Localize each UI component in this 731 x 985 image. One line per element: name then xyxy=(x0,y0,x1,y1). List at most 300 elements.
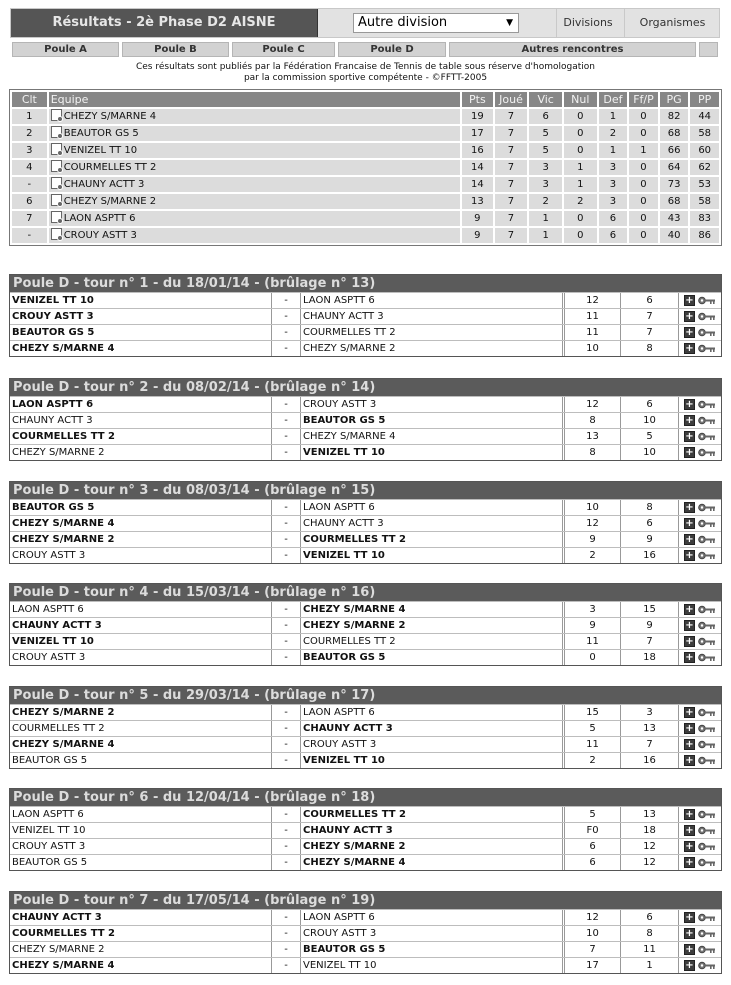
team-name[interactable]: VENIZEL TT 10 xyxy=(63,145,138,156)
home-team: LAON ASPTT 6 xyxy=(10,397,272,412)
away-team: LAON ASPTT 6 xyxy=(301,500,563,515)
home-team: BEAUTOR GS 5 xyxy=(10,500,272,515)
stat-ffp: 0 xyxy=(629,228,658,243)
home-team: CHAUNY ACTT 3 xyxy=(10,910,272,925)
match-actions xyxy=(679,807,723,822)
team-sheet-icon[interactable] xyxy=(51,194,62,206)
match-row xyxy=(10,822,721,838)
round-title: Poule D - tour n° 2 - du 08/02/14 - (brûlage n° 14) xyxy=(10,379,721,396)
plus-icon[interactable]: + xyxy=(685,311,694,322)
team-name[interactable]: BEAUTOR GS 5 xyxy=(63,128,139,139)
standings-row xyxy=(12,194,719,209)
team-cell[interactable] xyxy=(49,143,460,158)
match-separator: - xyxy=(272,705,301,720)
plus-icon[interactable]: + xyxy=(685,518,694,529)
standings-row xyxy=(12,228,719,243)
match-actions xyxy=(679,650,723,665)
home-team: VENIZEL TT 10 xyxy=(10,634,272,649)
plus-icon[interactable]: + xyxy=(685,928,694,939)
match-separator: - xyxy=(272,910,301,925)
team-sheet-icon[interactable] xyxy=(51,228,62,240)
match-row xyxy=(10,547,721,563)
match-actions xyxy=(679,926,723,941)
col-equipe[interactable]: Equipe xyxy=(49,92,460,107)
col-def[interactable]: Def xyxy=(599,92,628,107)
key-icon[interactable] xyxy=(698,620,716,631)
stat-nul: 0 xyxy=(564,143,597,158)
match-actions xyxy=(679,548,723,563)
away-score: 8 xyxy=(621,926,679,941)
home-team: CROUY ASTT 3 xyxy=(10,309,272,324)
plus-icon[interactable]: + xyxy=(685,841,694,852)
stat-jou: 7 xyxy=(495,211,528,226)
plus-icon[interactable]: + xyxy=(685,399,694,410)
match-actions xyxy=(679,753,723,768)
plus-icon[interactable]: + xyxy=(685,707,694,718)
match-row xyxy=(10,444,721,460)
plus-icon[interactable]: + xyxy=(685,550,694,561)
match-actions xyxy=(679,293,723,308)
key-icon[interactable] xyxy=(698,447,716,458)
legal-notice xyxy=(0,62,731,84)
home-team: VENIZEL TT 10 xyxy=(10,823,272,838)
stat-def: 6 xyxy=(599,211,628,226)
away-team: VENIZEL TT 10 xyxy=(301,958,563,973)
col-pp[interactable]: PP xyxy=(690,92,719,107)
team-name[interactable]: CROUY ASTT 3 xyxy=(63,230,137,241)
stat-clt: 2 xyxy=(12,126,47,141)
home-team: BEAUTOR GS 5 xyxy=(10,325,272,340)
key-icon[interactable] xyxy=(698,399,716,410)
away-team: CHEZY S/MARNE 2 xyxy=(301,839,563,854)
match-row xyxy=(10,957,721,973)
top-bar xyxy=(10,8,720,38)
match-separator: - xyxy=(272,341,301,356)
key-icon[interactable] xyxy=(698,825,716,836)
stat-vic: 3 xyxy=(529,177,562,192)
home-team: CROUY ASTT 3 xyxy=(10,650,272,665)
stat-ffp: 0 xyxy=(629,211,658,226)
stat-def: 3 xyxy=(599,177,628,192)
home-score: 15 xyxy=(565,705,621,720)
round-title: Poule D - tour n° 6 - du 12/04/14 - (brûlage n° 18) xyxy=(10,789,721,806)
away-team: CROUY ASTT 3 xyxy=(301,737,563,752)
away-team: LAON ASPTT 6 xyxy=(301,293,563,308)
stat-pts: 13 xyxy=(462,194,493,209)
home-team: CHEZY S/MARNE 2 xyxy=(10,705,272,720)
team-cell[interactable] xyxy=(49,177,460,192)
key-icon[interactable] xyxy=(698,295,716,306)
away-score: 7 xyxy=(621,737,679,752)
match-separator: - xyxy=(272,309,301,324)
away-score: 15 xyxy=(621,602,679,617)
key-icon[interactable] xyxy=(698,841,716,852)
match-row xyxy=(10,720,721,736)
plus-icon[interactable]: + xyxy=(685,431,694,442)
plus-icon[interactable]: + xyxy=(685,604,694,615)
division-select-value: Autre division xyxy=(358,15,448,30)
away-score: 10 xyxy=(621,413,679,428)
match-separator: - xyxy=(272,532,301,547)
match-separator: - xyxy=(272,807,301,822)
match-actions xyxy=(679,737,723,752)
col-nul[interactable]: Nul xyxy=(564,92,597,107)
away-score: 7 xyxy=(621,634,679,649)
organismes-button[interactable]: Organismes xyxy=(624,9,720,37)
stat-vic: 1 xyxy=(529,211,562,226)
match-actions xyxy=(679,325,723,340)
key-icon[interactable] xyxy=(698,502,716,513)
stat-pg: 68 xyxy=(660,126,689,141)
key-icon[interactable] xyxy=(698,944,716,955)
round-block xyxy=(9,481,722,564)
key-icon[interactable] xyxy=(698,809,716,820)
match-separator: - xyxy=(272,855,301,870)
team-cell[interactable] xyxy=(49,211,460,226)
stat-vic: 2 xyxy=(529,194,562,209)
away-team: COURMELLES TT 2 xyxy=(301,325,563,340)
away-team: COURMELLES TT 2 xyxy=(301,807,563,822)
stat-pts: 16 xyxy=(462,143,493,158)
key-icon[interactable] xyxy=(698,912,716,923)
stat-pg: 82 xyxy=(660,109,689,124)
tab-poule-c[interactable]: Poule C xyxy=(232,42,335,57)
key-icon[interactable] xyxy=(698,723,716,734)
page-title: Résultats - 2è Phase D2 AISNE xyxy=(11,9,318,37)
match-actions xyxy=(679,309,723,324)
team-sheet-icon[interactable] xyxy=(51,143,62,155)
home-team: CHEZY S/MARNE 4 xyxy=(10,341,272,356)
match-separator: - xyxy=(272,721,301,736)
home-score: 10 xyxy=(565,500,621,515)
stat-jou: 7 xyxy=(495,109,528,124)
col-joue[interactable]: Joué xyxy=(495,92,528,107)
match-separator: - xyxy=(272,429,301,444)
away-score: 16 xyxy=(621,548,679,563)
match-row xyxy=(10,925,721,941)
team-name[interactable]: LAON ASPTT 6 xyxy=(63,213,136,224)
away-team: BEAUTOR GS 5 xyxy=(301,650,563,665)
away-score: 6 xyxy=(621,910,679,925)
away-team: LAON ASPTT 6 xyxy=(301,705,563,720)
home-team: CHEZY S/MARNE 4 xyxy=(10,516,272,531)
team-name[interactable]: COURMELLES TT 2 xyxy=(63,162,157,173)
away-score: 11 xyxy=(621,942,679,957)
plus-icon[interactable]: + xyxy=(685,534,694,545)
home-score: 11 xyxy=(565,737,621,752)
stat-pts: 14 xyxy=(462,160,493,175)
key-icon[interactable] xyxy=(698,311,716,322)
standings-row xyxy=(12,211,719,226)
round-title: Poule D - tour n° 4 - du 15/03/14 - (brûlage n° 16) xyxy=(10,584,721,601)
home-team: LAON ASPTT 6 xyxy=(10,602,272,617)
plus-icon[interactable]: + xyxy=(685,755,694,766)
stat-vic: 5 xyxy=(529,126,562,141)
match-row xyxy=(10,308,721,324)
home-team: CHEZY S/MARNE 2 xyxy=(10,942,272,957)
team-cell[interactable] xyxy=(49,160,460,175)
key-icon[interactable] xyxy=(698,431,716,442)
round-title: Poule D - tour n° 7 - du 17/05/14 - (brûlage n° 19) xyxy=(10,892,721,909)
plus-icon[interactable]: + xyxy=(685,502,694,513)
stat-nul: 1 xyxy=(564,177,597,192)
col-vic[interactable]: Vic xyxy=(529,92,562,107)
col-pts[interactable]: Pts xyxy=(462,92,493,107)
plus-icon[interactable]: + xyxy=(685,825,694,836)
home-score: 12 xyxy=(565,397,621,412)
away-team: VENIZEL TT 10 xyxy=(301,445,563,460)
away-team: CHEZY S/MARNE 2 xyxy=(301,618,563,633)
match-separator: - xyxy=(272,548,301,563)
tab-poule-a[interactable]: Poule A xyxy=(12,42,119,57)
home-team: CHEZY S/MARNE 4 xyxy=(10,958,272,973)
plus-icon[interactable]: + xyxy=(685,857,694,868)
home-score: F0 xyxy=(565,823,621,838)
stat-ffp: 0 xyxy=(629,126,658,141)
division-select[interactable] xyxy=(353,13,519,33)
away-score: 10 xyxy=(621,445,679,460)
plus-icon[interactable]: + xyxy=(685,343,694,354)
standings-row xyxy=(12,126,719,141)
stat-pp: 83 xyxy=(690,211,719,226)
round-block xyxy=(9,378,722,461)
away-score: 9 xyxy=(621,618,679,633)
away-team: CROUY ASTT 3 xyxy=(301,397,563,412)
key-icon[interactable] xyxy=(698,960,716,971)
match-row xyxy=(10,854,721,870)
plus-icon[interactable]: + xyxy=(685,620,694,631)
away-team: CROUY ASTT 3 xyxy=(301,926,563,941)
away-team: CHEZY S/MARNE 2 xyxy=(301,341,563,356)
stat-ffp: 0 xyxy=(629,177,658,192)
home-team: CROUY ASTT 3 xyxy=(10,839,272,854)
team-name[interactable]: CHEZY S/MARNE 4 xyxy=(63,111,157,122)
match-actions xyxy=(679,958,723,973)
stat-jou: 7 xyxy=(495,126,528,141)
tab-poule-d[interactable]: Poule D xyxy=(338,42,446,57)
match-row xyxy=(10,806,721,822)
stat-pts: 19 xyxy=(462,109,493,124)
key-icon[interactable] xyxy=(698,928,716,939)
round-block xyxy=(9,274,722,357)
match-row xyxy=(10,292,721,308)
notice-line-1: Ces résultats sont publiés par la Fédération Francaise de Tennis de table sous réserve d'homologation xyxy=(135,62,595,72)
match-separator: - xyxy=(272,500,301,515)
col-ffp[interactable]: Ff/P xyxy=(629,92,658,107)
home-team: VENIZEL TT 10 xyxy=(10,293,272,308)
match-actions xyxy=(679,500,723,515)
away-score: 8 xyxy=(621,500,679,515)
round-title: Poule D - tour n° 5 - du 29/03/14 - (brûlage n° 17) xyxy=(10,687,721,704)
stat-nul: 0 xyxy=(564,126,597,141)
match-actions xyxy=(679,839,723,854)
chevron-down-icon: ▼ xyxy=(506,18,513,28)
standings-row xyxy=(12,177,719,192)
stat-pg: 66 xyxy=(660,143,689,158)
match-separator: - xyxy=(272,516,301,531)
away-score: 12 xyxy=(621,855,679,870)
match-row xyxy=(10,324,721,340)
stat-ffp: 0 xyxy=(629,109,658,124)
key-icon[interactable] xyxy=(698,755,716,766)
team-sheet-icon[interactable] xyxy=(51,160,62,172)
plus-icon[interactable]: + xyxy=(685,295,694,306)
key-icon[interactable] xyxy=(698,739,716,750)
key-icon[interactable] xyxy=(698,518,716,529)
away-team: COURMELLES TT 2 xyxy=(301,634,563,649)
plus-icon[interactable]: + xyxy=(685,809,694,820)
home-team: CHEZY S/MARNE 2 xyxy=(10,445,272,460)
round-block xyxy=(9,686,722,769)
plus-icon[interactable]: + xyxy=(685,447,694,458)
away-score: 6 xyxy=(621,516,679,531)
away-score: 7 xyxy=(621,325,679,340)
stat-pg: 73 xyxy=(660,177,689,192)
team-sheet-icon[interactable] xyxy=(51,177,62,189)
stat-def: 1 xyxy=(599,109,628,124)
round-title: Poule D - tour n° 3 - du 08/03/14 - (brûlage n° 15) xyxy=(10,482,721,499)
plus-icon[interactable]: + xyxy=(685,723,694,734)
match-row xyxy=(10,704,721,720)
match-actions xyxy=(679,721,723,736)
stat-pts: 14 xyxy=(462,177,493,192)
home-score: 8 xyxy=(565,413,621,428)
tab-autres-rencontres[interactable]: Autres rencontres xyxy=(449,42,696,57)
match-actions xyxy=(679,413,723,428)
home-team: CHAUNY ACTT 3 xyxy=(10,618,272,633)
match-actions xyxy=(679,532,723,547)
away-team: LAON ASPTT 6 xyxy=(301,910,563,925)
match-actions xyxy=(679,445,723,460)
away-score: 8 xyxy=(621,341,679,356)
match-row xyxy=(10,617,721,633)
home-team: BEAUTOR GS 5 xyxy=(10,855,272,870)
plus-icon[interactable]: + xyxy=(685,652,694,663)
home-score: 6 xyxy=(565,839,621,854)
home-team: COURMELLES TT 2 xyxy=(10,926,272,941)
key-icon[interactable] xyxy=(698,636,716,647)
stat-pp: 60 xyxy=(690,143,719,158)
team-cell[interactable] xyxy=(49,194,460,209)
team-sheet-icon[interactable] xyxy=(51,126,62,138)
match-actions xyxy=(679,618,723,633)
away-team: CHAUNY ACTT 3 xyxy=(301,823,563,838)
away-score: 13 xyxy=(621,721,679,736)
match-separator: - xyxy=(272,942,301,957)
match-actions xyxy=(679,910,723,925)
key-icon[interactable] xyxy=(698,550,716,561)
stat-pts: 9 xyxy=(462,211,493,226)
key-icon[interactable] xyxy=(698,707,716,718)
standings-table xyxy=(9,89,722,246)
col-pg[interactable]: PG xyxy=(660,92,689,107)
away-score: 7 xyxy=(621,309,679,324)
round-title: Poule D - tour n° 1 - du 18/01/14 - (brûlage n° 13) xyxy=(10,275,721,292)
stat-pts: 9 xyxy=(462,228,493,243)
home-team: BEAUTOR GS 5 xyxy=(10,753,272,768)
key-icon[interactable] xyxy=(698,415,716,426)
home-score: 12 xyxy=(565,293,621,308)
stat-def: 3 xyxy=(599,194,628,209)
away-team: VENIZEL TT 10 xyxy=(301,548,563,563)
team-cell[interactable] xyxy=(49,228,460,243)
match-separator: - xyxy=(272,823,301,838)
stat-pg: 68 xyxy=(660,194,689,209)
away-score: 13 xyxy=(621,807,679,822)
plus-icon[interactable]: + xyxy=(685,739,694,750)
stat-clt: 3 xyxy=(12,143,47,158)
team-name[interactable]: CHAUNY ACTT 3 xyxy=(63,179,145,190)
plus-icon[interactable]: + xyxy=(685,636,694,647)
key-icon[interactable] xyxy=(698,343,716,354)
divisions-button[interactable]: Divisions xyxy=(556,9,619,37)
plus-icon[interactable]: + xyxy=(685,327,694,338)
match-separator: - xyxy=(272,445,301,460)
match-separator: - xyxy=(272,618,301,633)
plus-icon[interactable]: + xyxy=(685,415,694,426)
team-sheet-icon[interactable] xyxy=(51,211,62,223)
stat-clt: 7 xyxy=(12,211,47,226)
key-icon[interactable] xyxy=(698,534,716,545)
match-separator: - xyxy=(272,325,301,340)
away-score: 3 xyxy=(621,705,679,720)
col-clt[interactable]: Clt xyxy=(12,92,47,107)
match-separator: - xyxy=(272,293,301,308)
away-team: COURMELLES TT 2 xyxy=(301,532,563,547)
home-team: CROUY ASTT 3 xyxy=(10,548,272,563)
notice-line-2: par la commission sportive compétente - ©FFTT-2005 xyxy=(243,73,488,83)
stat-def: 1 xyxy=(599,143,628,158)
match-actions xyxy=(679,855,723,870)
plus-icon[interactable]: + xyxy=(685,960,694,971)
away-team: VENIZEL TT 10 xyxy=(301,753,563,768)
match-actions xyxy=(679,397,723,412)
stat-pg: 40 xyxy=(660,228,689,243)
match-separator: - xyxy=(272,958,301,973)
team-sheet-icon[interactable] xyxy=(51,109,62,121)
match-separator: - xyxy=(272,413,301,428)
stat-ffp: 0 xyxy=(629,194,658,209)
home-score: 11 xyxy=(565,325,621,340)
match-row xyxy=(10,633,721,649)
match-actions xyxy=(679,823,723,838)
home-score: 9 xyxy=(565,532,621,547)
stat-nul: 0 xyxy=(564,211,597,226)
key-icon[interactable] xyxy=(698,857,716,868)
key-icon[interactable] xyxy=(698,604,716,615)
standings-row xyxy=(12,109,719,124)
away-score: 1 xyxy=(621,958,679,973)
team-name[interactable]: CHEZY S/MARNE 2 xyxy=(63,196,157,207)
match-separator: - xyxy=(272,926,301,941)
tab-poule-b[interactable]: Poule B xyxy=(122,42,229,57)
match-row xyxy=(10,340,721,356)
standings-row xyxy=(12,143,719,158)
match-row xyxy=(10,428,721,444)
stat-ffp: 0 xyxy=(629,160,658,175)
plus-icon[interactable]: + xyxy=(685,912,694,923)
home-team: CHAUNY ACTT 3 xyxy=(10,413,272,428)
match-actions xyxy=(679,341,723,356)
home-team: COURMELLES TT 2 xyxy=(10,721,272,736)
key-icon[interactable] xyxy=(698,652,716,663)
team-cell[interactable] xyxy=(49,126,460,141)
team-cell[interactable] xyxy=(49,109,460,124)
key-icon[interactable] xyxy=(698,327,716,338)
home-score: 0 xyxy=(565,650,621,665)
plus-icon[interactable]: + xyxy=(685,944,694,955)
stat-clt: - xyxy=(12,177,47,192)
